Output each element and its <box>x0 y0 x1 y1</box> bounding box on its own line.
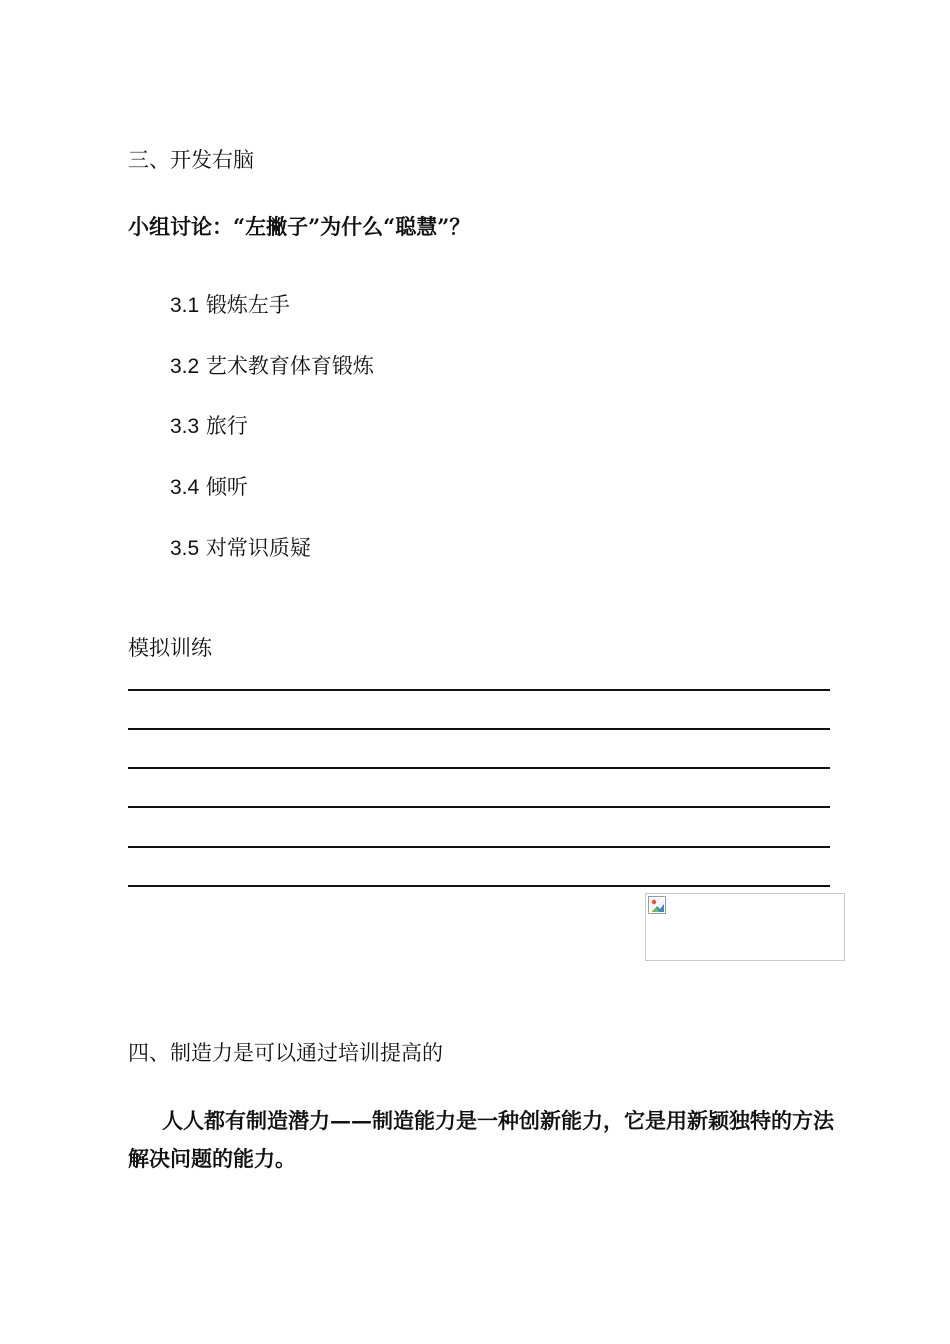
section-4-heading: 四、制造力是可以通过培训提高的 <box>128 1041 443 1065</box>
list-item <box>170 356 374 377</box>
list-item-number: 3.1 <box>170 294 200 317</box>
practice-title: 模拟训练 <box>128 636 212 660</box>
section-3-heading: 三、开发右脑 <box>128 148 254 172</box>
broken-image-icon <box>648 896 666 914</box>
list-item-number: 3.3 <box>170 415 200 438</box>
body-paragraph: 人人都有制造潜力——制造能力是一种创新能力，它是用新颖独特的方法解决问题的能力。 <box>128 1108 834 1171</box>
answer-line <box>128 728 830 730</box>
list-item-text: 艺术教育体育锻炼 <box>205 354 374 378</box>
list-item-text: 旅行 <box>205 414 248 438</box>
answer-line <box>128 767 830 769</box>
list-item-text: 倾听 <box>205 475 248 499</box>
list-item-number: 3.4 <box>170 476 200 499</box>
list-item-text: 锻炼左手 <box>205 293 290 317</box>
answer-line <box>128 806 830 808</box>
answer-line <box>128 885 830 887</box>
answer-line <box>128 689 830 691</box>
answer-line <box>128 846 830 848</box>
list-item <box>170 477 248 498</box>
list-item <box>170 295 290 316</box>
list-item-text: 对常识质疑 <box>205 536 311 560</box>
list-item <box>170 416 248 437</box>
image-placeholder <box>645 893 845 961</box>
list-item-number: 3.5 <box>170 537 200 560</box>
list-item-number: 3.2 <box>170 355 200 378</box>
list-item <box>170 538 311 559</box>
group-discussion-prompt: 小组讨论：“左撇子”为什么“聪慧”？ <box>128 214 471 239</box>
